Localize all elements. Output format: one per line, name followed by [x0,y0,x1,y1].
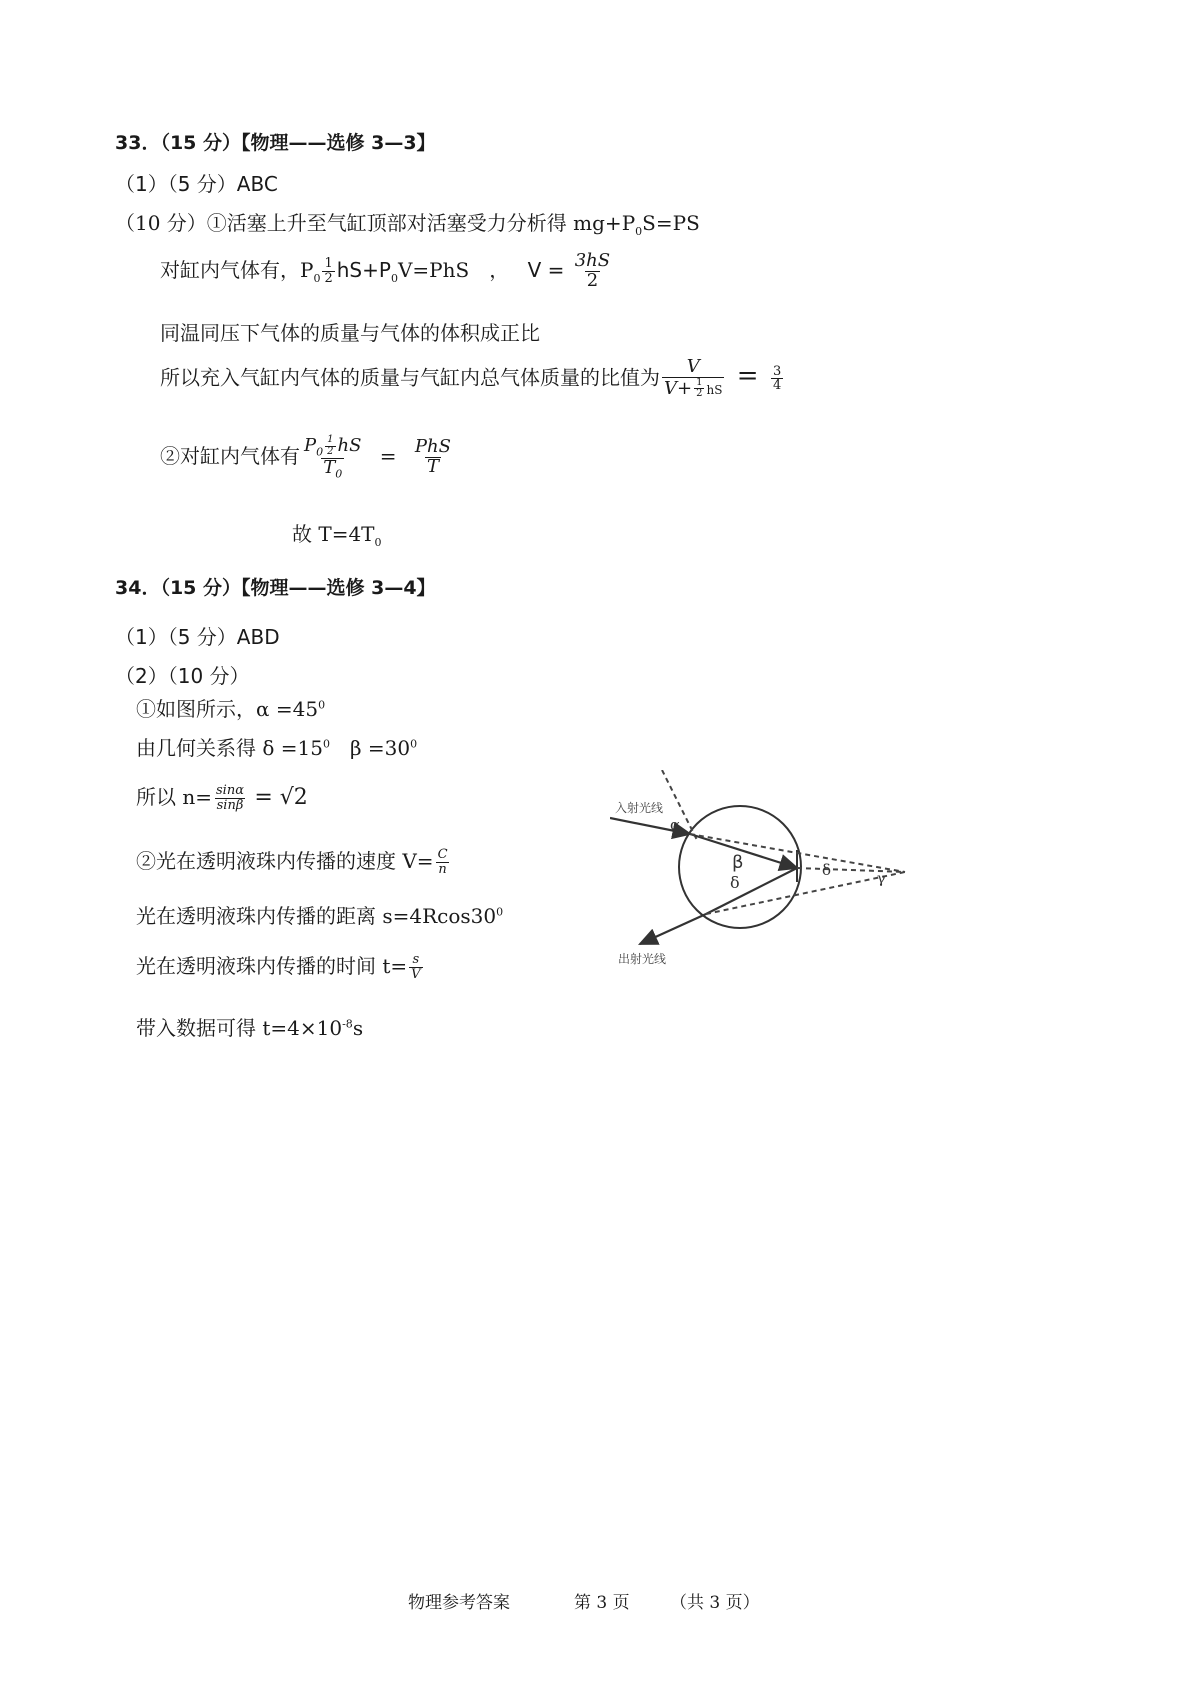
q34-line-geometry: 由几何关系得 $\delta =15^0$ $\beta =30^0$ [136,736,418,760]
q34-heading: 34．（15 分）【物理——选修 3—4】 [115,577,436,599]
reflected-ray [706,868,797,914]
q34-line-alpha: ①如图所示，$\alpha =45^0$ [136,697,326,721]
footer-total-pages: （共 3 页） [670,1593,760,1613]
q33-part1: （1）（5 分）ABC [115,172,278,196]
q33-step2-equation: ②对缸内气体有 $P_0$ $\frac{1}{2}$ hS $T_0$ = $\frac{\text{PhS}}{T}$ [160,434,451,481]
q34-part1: （1）（5 分）ABD [115,625,280,649]
q34-line-time: 光在透明液珠内传播的时间 t= $\frac{s}{V}$ [136,952,421,982]
alpha-label: α [670,816,681,834]
beta-label: β [732,852,744,873]
q33-proportional-statement: 同温同压下气体的质量与气体的体积成正比 [160,321,540,345]
q33-mass-ratio: 所以充入气缸内气体的质量与气缸内总气体质量的比值为 V V+ $\frac{1}{2}$ hS = $\frac{3}{4}$ [160,356,782,400]
q34-line-distance: 光在透明液珠内传播的距离 $s=4Rcos30^0$ [136,904,504,928]
q33-heading: 33．（15 分）【物理——选修 3—3】 [115,132,436,154]
q33-part2-force-analysis: （10 分）①活塞上升至气缸顶部对活塞受力分析得 $mg+P_0S=PS$ [115,211,700,238]
q33-conclusion: 故 $T=4T_0$ [292,522,382,549]
q34-line-speed: ②光在透明液珠内传播的速度 V= $\frac{C}{n}$ [136,847,448,877]
footer-subject: 物理参考答案 [408,1593,510,1613]
footer-page-number: 第 3 页 [574,1593,630,1613]
incident-ray-label: 入射光线 [615,801,664,815]
q34-line-result: 带入数据可得 $t=4\times 10^{-8}s$ [136,1016,364,1040]
exit-ray [640,914,706,944]
gamma-label: γ [877,871,886,887]
delta-outer-label: δ [822,861,832,879]
q33-gas-equation: 对缸内气体有，$P_0$ $\frac{1}{2}$ $hS+P_0V=PhS$ ， V = $\frac{3hS}{2}$ [160,250,611,291]
q34-line-refractive-index: 所以 n= $\frac{\sin\alpha}{\sin\beta}$ = √2 [136,783,308,813]
exit-ray-label: 出射光线 [618,952,667,966]
delta-inner-label: δ [730,873,740,892]
droplet-ray-diagram [610,770,920,970]
q34-part2: （2）（10 分） [115,664,250,688]
